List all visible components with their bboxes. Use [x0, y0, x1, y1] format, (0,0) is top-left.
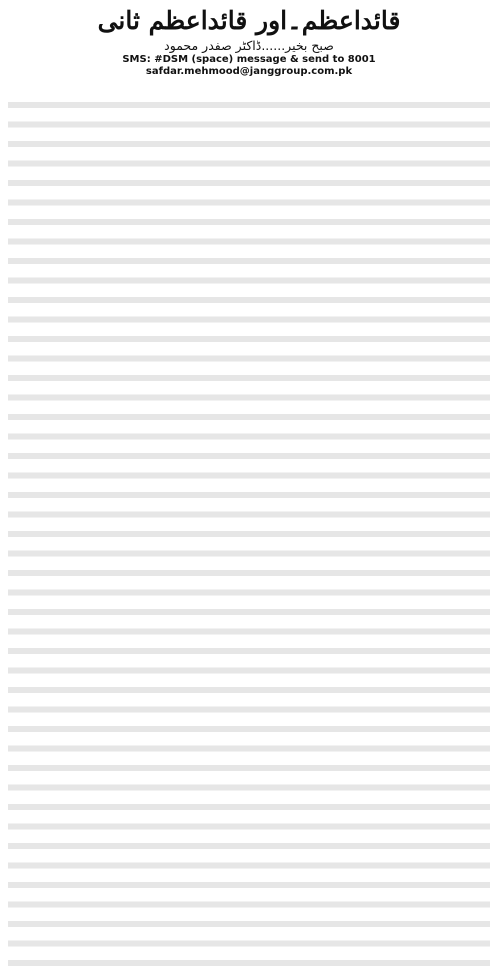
- article-headline: قائداعظم۔اور قائداعظم ثانی: [97, 6, 401, 35]
- sms-contact-line: SMS: #DSM (space) message & send to 8001: [122, 54, 376, 65]
- article-byline: صبح بخیر......ڈاکٹر صفدر محمود: [164, 38, 334, 53]
- text-column-texture: [8, 96, 490, 970]
- author-email[interactable]: safdar.mehmood@janggroup.com.pk: [145, 66, 353, 77]
